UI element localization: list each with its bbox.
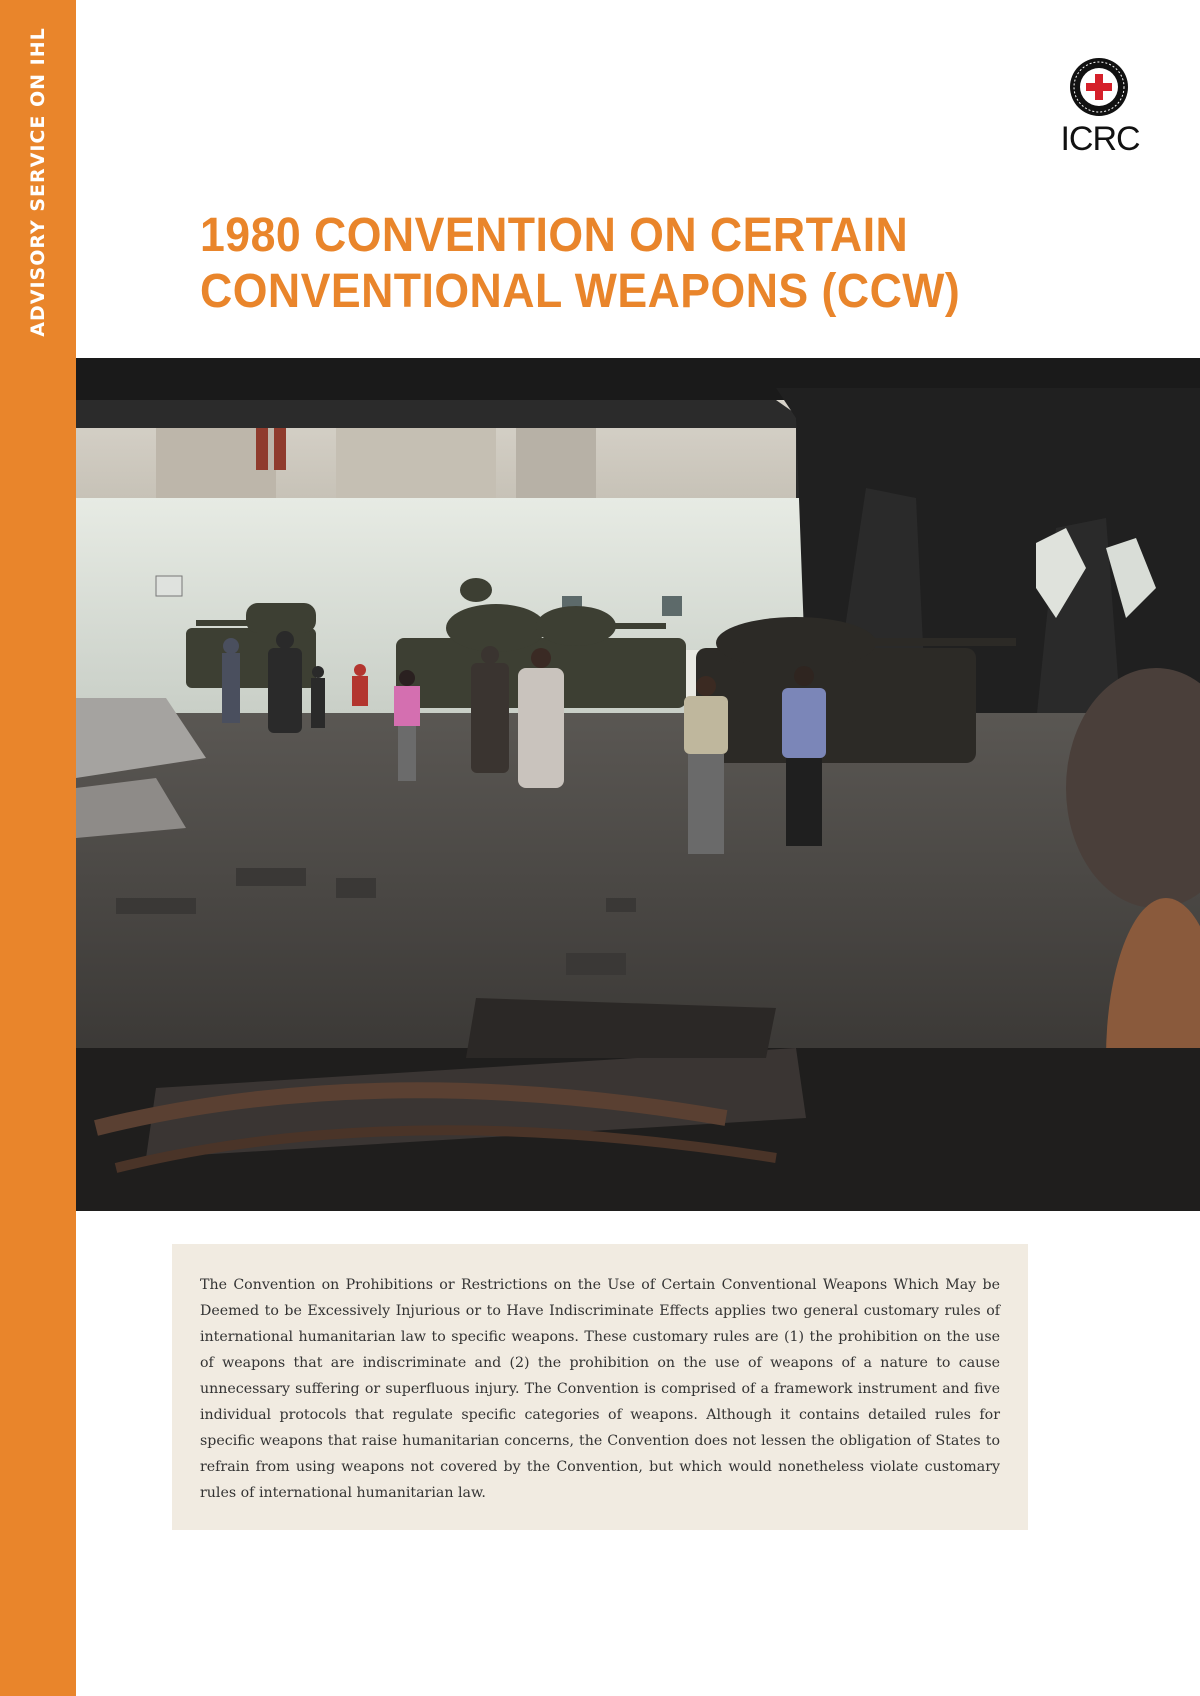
title-line-2: CONVENTIONAL WEAPONS (CCW) — [200, 265, 961, 318]
logo-text: ICRC — [1060, 120, 1140, 158]
icrc-logo — [1050, 52, 1150, 162]
side-bar — [0, 0, 76, 1696]
cover-photo — [76, 358, 1200, 1211]
intro-paragraph: The Convention on Prohibitions or Restrictions on the Use of Certain Conventional Weapons Which May be Deemed to be Excessively Injurious or to Have Indiscriminate Effects applies two general customary rules of international humanitarian law to specific weapons. These customary rules are (1) the prohibition on the use of weapons that are indiscriminate and (2) the prohibition on the use of weapons of a nature to cause unnecessary suffering or superfluous injury. The Convention is comprised of a framework instrument and five individual protocols that regulate specific categories of weapons. Although it contains detailed rules for specific weapons that raise humanitarian concerns, the Convention does not lessen the obligation of States to refrain from using weapons not covered by the Convention, but which would nonetheless violate customary rules of international humanitarian law. — [200, 1277, 1000, 1501]
title-line-1: 1980 CONVENTION ON CERTAIN — [200, 209, 909, 262]
cover-photo-illustration — [76, 358, 1200, 1211]
red-cross-emblem-icon — [1068, 56, 1130, 118]
side-bar-label: ADVISORY SERVICE ON IHL — [27, 27, 49, 337]
intro-box — [172, 1244, 1028, 1530]
page-title — [200, 208, 1074, 320]
